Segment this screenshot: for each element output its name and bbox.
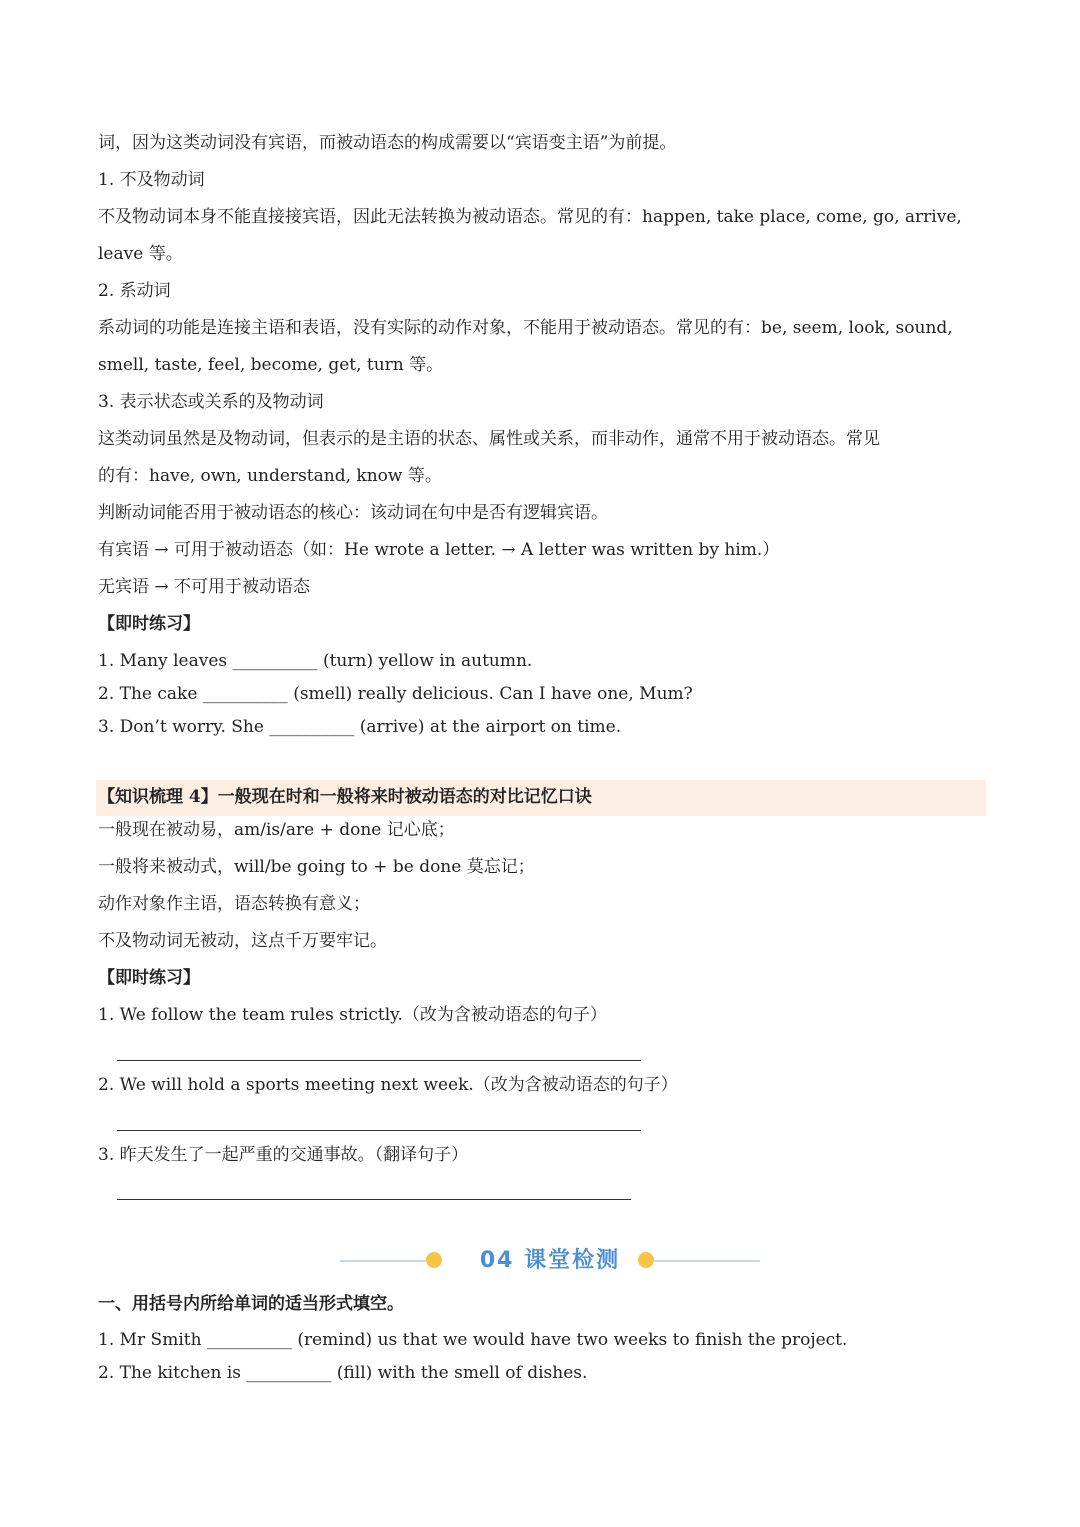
answer-line-1[interactable] (117, 1060, 641, 1061)
item-3-body-cont: 的有：have, own, understand, know 等。 (98, 466, 442, 486)
practice-1-question-1: 1. Many leaves __________ (turn) yellow in autumn. (98, 651, 533, 671)
core-without-object: 无宾语 → 不可用于被动语态 (98, 577, 311, 597)
section-dot-right-icon (638, 1252, 654, 1268)
practice-2-question-2: 2. We will hold a sports meeting next week.（改为含被动语态的句子） (98, 1075, 678, 1095)
exercise-question-1: 1. Mr Smith __________ (remind) us that we would have two weeks to finish the project. (98, 1330, 848, 1350)
rhyme-line-4: 不及物动词无被动，这点千万要牢记。 (98, 931, 387, 951)
section-rule-right (654, 1260, 760, 1262)
practice-2-question-3: 3. 昨天发生了一起严重的交通事故。（翻译句子） (98, 1145, 469, 1165)
core-rule: 判断动词能否用于被动语态的核心：该动词在句中是否有逻辑宾语。 (98, 503, 608, 523)
exercise-question-2: 2. The kitchen is __________ (fill) with the smell of dishes. (98, 1363, 588, 1383)
practice-1-title: 【即时练习】 (98, 614, 200, 634)
section-04-title: 04 课堂检测 (479, 1248, 621, 1273)
exercise-heading: 一、用括号内所给单词的适当形式填空。 (98, 1294, 404, 1314)
answer-line-2[interactable] (117, 1130, 641, 1131)
core-with-object: 有宾语 → 可用于被动语态（如：He wrote a letter. → A letter was written by him.） (98, 540, 780, 560)
practice-2-title: 【即时练习】 (98, 968, 200, 988)
rhyme-line-2: 一般将来被动式，will/be going to + be done 莫忘记； (98, 857, 535, 877)
knowledge-4-title: 【知识梳理 4】一般现在时和一般将来时被动语态的对比记忆口诀 (98, 787, 592, 807)
section-dot-left-icon (426, 1252, 442, 1268)
item-2-heading: 2. 系动词 (98, 281, 171, 301)
item-2-body: 系动词的功能是连接主语和表语，没有实际的动作对象，不能用于被动语态。常见的有：be, seem, look, sound, (98, 318, 953, 338)
item-2-body-cont: smell, taste, feel, become, get, turn 等。 (98, 355, 444, 375)
practice-1-question-2: 2. The cake __________ (smell) really delicious. Can I have one, Mum? (98, 684, 693, 704)
practice-2-question-1: 1. We follow the team rules strictly.（改为含被动语态的句子） (98, 1005, 607, 1025)
intro-line: 词，因为这类动词没有宾语，而被动语态的构成需要以“宾语变主语”为前提。 (98, 133, 677, 153)
item-3-body: 这类动词虽然是及物动词，但表示的是主语的状态、属性或关系，而非动作，通常不用于被动语态。常见 (98, 429, 880, 449)
rhyme-line-1: 一般现在被动易，am/is/are + done 记心底； (98, 820, 455, 840)
item-3-heading: 3. 表示状态或关系的及物动词 (98, 392, 324, 412)
item-1-heading: 1. 不及物动词 (98, 170, 205, 190)
answer-line-3[interactable] (117, 1199, 631, 1200)
item-1-body-cont: leave 等。 (98, 244, 183, 264)
practice-1-question-3: 3. Don’t worry. She __________ (arrive) at the airport on time. (98, 717, 622, 737)
section-04-header (340, 1240, 760, 1282)
section-rule-left (340, 1260, 426, 1262)
item-1-body: 不及物动词本身不能直接接宾语，因此无法转换为被动语态。常见的有：happen, take place, come, go, arrive, (98, 207, 962, 227)
rhyme-line-3: 动作对象作主语，语态转换有意义； (98, 894, 370, 914)
